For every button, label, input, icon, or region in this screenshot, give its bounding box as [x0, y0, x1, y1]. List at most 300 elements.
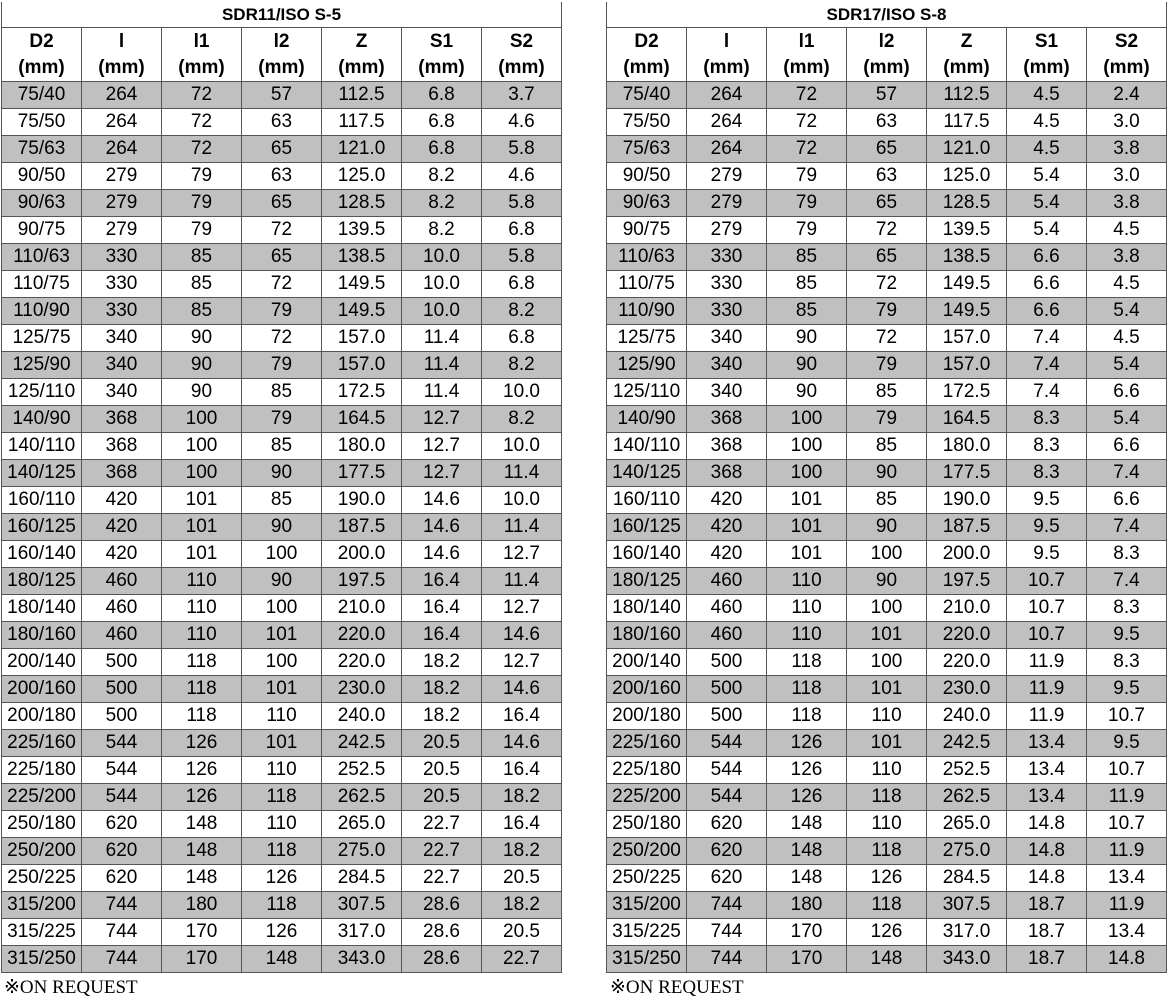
table-cell: 90 [162, 379, 242, 406]
table-cell: 279 [687, 190, 767, 217]
table-cell: 149.5 [927, 298, 1007, 325]
table-row [2, 811, 562, 838]
table-title: SDR17/ISO S-8 [607, 2, 1167, 28]
table-cell: 118 [242, 838, 322, 865]
table-row [2, 541, 562, 568]
table-cell: 101 [767, 487, 847, 514]
table-cell: 279 [82, 163, 162, 190]
table-cell: 160/125 [2, 514, 82, 541]
table-cell: 500 [82, 676, 162, 703]
table-cell: 101 [162, 487, 242, 514]
table-cell: 8.2 [402, 190, 482, 217]
table-body [2, 82, 562, 973]
table-cell: 368 [82, 406, 162, 433]
table-row [2, 757, 562, 784]
table-cell: 14.8 [1007, 811, 1087, 838]
table-row [607, 433, 1167, 460]
column-header [82, 28, 162, 82]
table-cell: 72 [847, 325, 927, 352]
table-cell: 126 [767, 784, 847, 811]
column-label: S2 [1114, 30, 1139, 52]
column-label: S2 [509, 30, 534, 52]
table-cell: 262.5 [927, 784, 1007, 811]
table-cell: 10.7 [1007, 595, 1087, 622]
table-cell: 75/40 [607, 82, 687, 109]
table-cell: 3.7 [482, 82, 562, 109]
table-cell: 90/50 [607, 163, 687, 190]
header-row [607, 28, 1167, 82]
table-cell: 315/200 [607, 892, 687, 919]
table-cell: 72 [162, 109, 242, 136]
column-unit: (mm) [623, 56, 670, 78]
table-cell: 11.4 [482, 568, 562, 595]
table-row [607, 703, 1167, 730]
table-cell: 307.5 [322, 892, 402, 919]
table-row [607, 730, 1167, 757]
table-cell: 180/160 [607, 622, 687, 649]
table-cell: 11.9 [1087, 784, 1167, 811]
column-header [687, 28, 767, 82]
table-cell: 460 [82, 622, 162, 649]
table-cell: 279 [687, 163, 767, 190]
table-cell: 9.5 [1087, 676, 1167, 703]
column-header [482, 28, 562, 82]
table-cell: 3.8 [1087, 190, 1167, 217]
column-unit: (mm) [338, 56, 385, 78]
table-cell: 100 [767, 433, 847, 460]
table-cell: 12.7 [482, 649, 562, 676]
table-cell: 420 [687, 541, 767, 568]
column-unit: (mm) [1103, 56, 1150, 78]
table-cell: 620 [687, 838, 767, 865]
table-cell: 343.0 [927, 946, 1007, 973]
table-row [2, 244, 562, 271]
table-cell: 16.4 [482, 703, 562, 730]
table-cell: 101 [242, 730, 322, 757]
table-cell: 101 [847, 730, 927, 757]
table-cell: 90 [242, 514, 322, 541]
table-cell: 250/180 [2, 811, 82, 838]
table-row [2, 460, 562, 487]
table-cell: 620 [82, 811, 162, 838]
column-unit: (mm) [18, 56, 65, 78]
table-cell: 7.4 [1087, 514, 1167, 541]
table-cell: 744 [82, 919, 162, 946]
table-row [2, 514, 562, 541]
table-cell: 190.0 [322, 487, 402, 514]
table-cell: 8.3 [1007, 406, 1087, 433]
table-cell: 225/180 [607, 757, 687, 784]
table-cell: 11.4 [482, 514, 562, 541]
table-cell: 330 [82, 244, 162, 271]
table-cell: 225/160 [607, 730, 687, 757]
table-cell: 6.8 [482, 325, 562, 352]
table-cell: 225/200 [2, 784, 82, 811]
table-cell: 110 [767, 595, 847, 622]
table-cell: 6.8 [402, 82, 482, 109]
table-cell: 265.0 [322, 811, 402, 838]
table-cell: 140/125 [607, 460, 687, 487]
table-cell: 100 [162, 433, 242, 460]
table-cell: 420 [687, 514, 767, 541]
table-row [2, 352, 562, 379]
table-cell: 10.0 [402, 244, 482, 271]
table-cell: 18.2 [482, 784, 562, 811]
table-row [2, 730, 562, 757]
table-row [2, 298, 562, 325]
table-cell: 5.4 [1007, 190, 1087, 217]
column-unit: (mm) [418, 56, 465, 78]
table-cell: 138.5 [927, 244, 1007, 271]
table-cell: 172.5 [322, 379, 402, 406]
column-unit: (mm) [703, 56, 750, 78]
table-row [607, 838, 1167, 865]
table-cell: 315/200 [2, 892, 82, 919]
table-row [2, 865, 562, 892]
table-cell: 18.7 [1007, 892, 1087, 919]
column-header [1007, 28, 1087, 82]
table-cell: 118 [162, 676, 242, 703]
table-cell: 210.0 [927, 595, 1007, 622]
table-cell: 148 [162, 865, 242, 892]
table-cell: 6.8 [482, 217, 562, 244]
table-cell: 284.5 [322, 865, 402, 892]
table-cell: 279 [687, 217, 767, 244]
table-cell: 10.0 [482, 433, 562, 460]
table-cell: 275.0 [927, 838, 1007, 865]
table-cell: 5.8 [482, 190, 562, 217]
table-cell: 14.8 [1007, 838, 1087, 865]
table-cell: 110/75 [2, 271, 82, 298]
table-cell: 262.5 [322, 784, 402, 811]
table-cell: 11.4 [482, 460, 562, 487]
table-row [607, 487, 1167, 514]
table-cell: 85 [162, 271, 242, 298]
table-cell: 5.4 [1007, 163, 1087, 190]
table-cell: 157.0 [927, 325, 1007, 352]
table-cell: 330 [82, 271, 162, 298]
table-cell: 10.7 [1087, 703, 1167, 730]
column-unit: (mm) [863, 56, 910, 78]
table-row [607, 541, 1167, 568]
table-cell: 544 [687, 730, 767, 757]
table-cell: 57 [242, 82, 322, 109]
table-cell: 126 [162, 730, 242, 757]
table-cell: 100 [162, 460, 242, 487]
table-cell: 118 [162, 703, 242, 730]
table-row [2, 379, 562, 406]
table-cell: 110/75 [607, 271, 687, 298]
table-cell: 72 [847, 217, 927, 244]
table-cell: 10.0 [482, 379, 562, 406]
table-cell: 187.5 [322, 514, 402, 541]
table-cell: 140/90 [607, 406, 687, 433]
table-cell: 9.5 [1007, 487, 1087, 514]
table-cell: 18.2 [482, 838, 562, 865]
column-unit: (mm) [258, 56, 305, 78]
table-cell: 18.7 [1007, 919, 1087, 946]
table-row [2, 946, 562, 973]
table-cell: 11.4 [402, 379, 482, 406]
table-cell: 8.2 [482, 406, 562, 433]
table-cell: 126 [767, 730, 847, 757]
table-row [607, 298, 1167, 325]
table-cell: 10.7 [1087, 757, 1167, 784]
table-row [607, 568, 1167, 595]
table-cell: 90/75 [2, 217, 82, 244]
table-cell: 28.6 [402, 892, 482, 919]
table-cell: 90/63 [2, 190, 82, 217]
table-cell: 8.2 [402, 217, 482, 244]
table-row [607, 109, 1167, 136]
table-cell: 220.0 [322, 649, 402, 676]
table-cell: 11.9 [1087, 838, 1167, 865]
table-cell: 330 [82, 298, 162, 325]
table-cell: 500 [687, 649, 767, 676]
table-cell: 317.0 [927, 919, 1007, 946]
table-cell: 197.5 [927, 568, 1007, 595]
table-cell: 118 [847, 784, 927, 811]
table-cell: 340 [687, 325, 767, 352]
table-row [607, 649, 1167, 676]
table-cell: 14.6 [482, 676, 562, 703]
table-cell: 118 [847, 892, 927, 919]
table-cell: 148 [242, 946, 322, 973]
table-cell: 544 [82, 757, 162, 784]
table-cell: 420 [687, 487, 767, 514]
header-row [2, 28, 562, 82]
table-row [2, 406, 562, 433]
column-header [2, 28, 82, 82]
table-cell: 110/90 [2, 298, 82, 325]
table-cell: 340 [687, 379, 767, 406]
table-cell: 190.0 [927, 487, 1007, 514]
table-cell: 200/180 [2, 703, 82, 730]
table-cell: 72 [767, 82, 847, 109]
table-cell: 79 [162, 163, 242, 190]
table-cell: 22.7 [402, 838, 482, 865]
table-cell: 101 [242, 622, 322, 649]
table-cell: 75/40 [2, 82, 82, 109]
table-cell: 20.5 [402, 730, 482, 757]
table-cell: 110 [847, 703, 927, 730]
table-cell: 157.0 [927, 352, 1007, 379]
table-cell: 72 [162, 136, 242, 163]
table-cell: 6.6 [1007, 271, 1087, 298]
table-cell: 13.4 [1087, 865, 1167, 892]
table-cell: 90 [767, 325, 847, 352]
table-row [607, 190, 1167, 217]
table-cell: 343.0 [322, 946, 402, 973]
table-cell: 101 [847, 622, 927, 649]
table-cell: 250/225 [607, 865, 687, 892]
table-cell: 85 [847, 487, 927, 514]
table-cell: 210.0 [322, 595, 402, 622]
table-row [2, 433, 562, 460]
table-row [2, 568, 562, 595]
table-row [2, 82, 562, 109]
table-cell: 85 [767, 244, 847, 271]
table-cell: 5.4 [1087, 298, 1167, 325]
table-cell: 330 [687, 271, 767, 298]
table-cell: 10.0 [402, 298, 482, 325]
table-cell: 100 [767, 460, 847, 487]
table-cell: 85 [767, 298, 847, 325]
table-cell: 90 [162, 352, 242, 379]
table-cell: 65 [242, 136, 322, 163]
table-cell: 368 [687, 433, 767, 460]
table-cell: 11.9 [1007, 676, 1087, 703]
table-cell: 4.6 [482, 109, 562, 136]
table-cell: 240.0 [927, 703, 1007, 730]
table-cell: 110 [242, 811, 322, 838]
table-cell: 11.4 [402, 352, 482, 379]
table-cell: 110 [162, 622, 242, 649]
table-cell: 125/110 [607, 379, 687, 406]
table-cell: 90 [162, 325, 242, 352]
table-cell: 140/110 [607, 433, 687, 460]
table-cell: 242.5 [927, 730, 1007, 757]
table-cell: 315/250 [607, 946, 687, 973]
table-cell: 75/63 [2, 136, 82, 163]
table-cell: 5.4 [1087, 352, 1167, 379]
table-cell: 230.0 [927, 676, 1007, 703]
table-cell: 265.0 [927, 811, 1007, 838]
table-cell: 125.0 [322, 163, 402, 190]
table-row [2, 703, 562, 730]
table-cell: 20.5 [482, 919, 562, 946]
table-cell: 75/50 [2, 109, 82, 136]
table-cell: 112.5 [927, 82, 1007, 109]
table-cell: 460 [687, 622, 767, 649]
table-cell: 264 [82, 82, 162, 109]
footnote: ※ON REQUEST [4, 977, 138, 998]
table-cell: 12.7 [482, 541, 562, 568]
table-cell: 744 [687, 892, 767, 919]
table-cell: 101 [847, 676, 927, 703]
table-cell: 20.5 [402, 757, 482, 784]
table-cell: 101 [162, 541, 242, 568]
table-cell: 180.0 [927, 433, 1007, 460]
table-cell: 13.4 [1007, 730, 1087, 757]
table-cell: 544 [82, 730, 162, 757]
table-cell: 125/75 [2, 325, 82, 352]
table-cell: 28.6 [402, 919, 482, 946]
table-cell: 225/160 [2, 730, 82, 757]
table-cell: 75/63 [607, 136, 687, 163]
table-cell: 6.8 [482, 271, 562, 298]
table-cell: 6.8 [402, 109, 482, 136]
table-cell: 340 [687, 352, 767, 379]
table-cell: 5.4 [1087, 406, 1167, 433]
table-cell: 160/110 [2, 487, 82, 514]
table-row [2, 892, 562, 919]
table-cell: 110 [847, 757, 927, 784]
table-cell: 79 [847, 298, 927, 325]
table-cell: 63 [242, 109, 322, 136]
table-cell: 200/160 [607, 676, 687, 703]
table-cell: 4.5 [1087, 217, 1167, 244]
table-cell: 500 [687, 703, 767, 730]
table-cell: 9.5 [1007, 514, 1087, 541]
column-header [402, 28, 482, 82]
table-cell: 4.5 [1087, 271, 1167, 298]
table-cell: 85 [847, 433, 927, 460]
table-cell: 79 [242, 298, 322, 325]
table-cell: 10.7 [1087, 811, 1167, 838]
table-cell: 79 [767, 190, 847, 217]
table-cell: 620 [82, 838, 162, 865]
table-cell: 117.5 [322, 109, 402, 136]
column-header [242, 28, 322, 82]
table-cell: 9.5 [1087, 730, 1167, 757]
table-row [607, 595, 1167, 622]
table-body [607, 82, 1167, 973]
table-title: SDR11/ISO S-5 [2, 2, 562, 28]
table-cell: 157.0 [322, 352, 402, 379]
table-row [607, 163, 1167, 190]
table-cell: 118 [242, 892, 322, 919]
table-cell: 90 [847, 514, 927, 541]
table-cell: 90/50 [2, 163, 82, 190]
table-cell: 12.7 [482, 595, 562, 622]
table-cell: 8.3 [1007, 433, 1087, 460]
table-cell: 744 [82, 946, 162, 973]
column-label: l1 [193, 30, 210, 52]
table-cell: 544 [82, 784, 162, 811]
table-cell: 125/90 [2, 352, 82, 379]
table-cell: 125/110 [2, 379, 82, 406]
table-cell: 100 [847, 649, 927, 676]
table-row [607, 919, 1167, 946]
table-cell: 72 [847, 271, 927, 298]
table-cell: 13.4 [1007, 757, 1087, 784]
table-cell: 118 [242, 784, 322, 811]
table-cell: 7.4 [1007, 352, 1087, 379]
table-cell: 230.0 [322, 676, 402, 703]
table-cell: 148 [767, 865, 847, 892]
table-cell: 3.0 [1087, 163, 1167, 190]
table-cell: 22.7 [482, 946, 562, 973]
table-row [2, 163, 562, 190]
table-cell: 200/140 [2, 649, 82, 676]
table-cell: 90 [242, 568, 322, 595]
table-cell: 118 [767, 649, 847, 676]
column-unit: (mm) [178, 56, 225, 78]
table-cell: 149.5 [322, 298, 402, 325]
column-label: S1 [1034, 30, 1059, 52]
table-cell: 139.5 [927, 217, 1007, 244]
table-row [607, 136, 1167, 163]
column-header [322, 28, 402, 82]
table-row [607, 325, 1167, 352]
table-cell: 126 [847, 865, 927, 892]
table-cell: 16.4 [402, 568, 482, 595]
column-label: D2 [29, 30, 54, 52]
table-cell: 110 [767, 568, 847, 595]
table-cell: 315/250 [2, 946, 82, 973]
table-cell: 7.4 [1007, 379, 1087, 406]
table-cell: 22.7 [402, 865, 482, 892]
table-cell: 544 [687, 784, 767, 811]
table-cell: 172.5 [927, 379, 1007, 406]
table-cell: 180 [162, 892, 242, 919]
table-cell: 460 [687, 568, 767, 595]
table-cell: 8.2 [482, 298, 562, 325]
table-cell: 100 [162, 406, 242, 433]
table-cell: 20.5 [402, 784, 482, 811]
table-cell: 90/63 [607, 190, 687, 217]
